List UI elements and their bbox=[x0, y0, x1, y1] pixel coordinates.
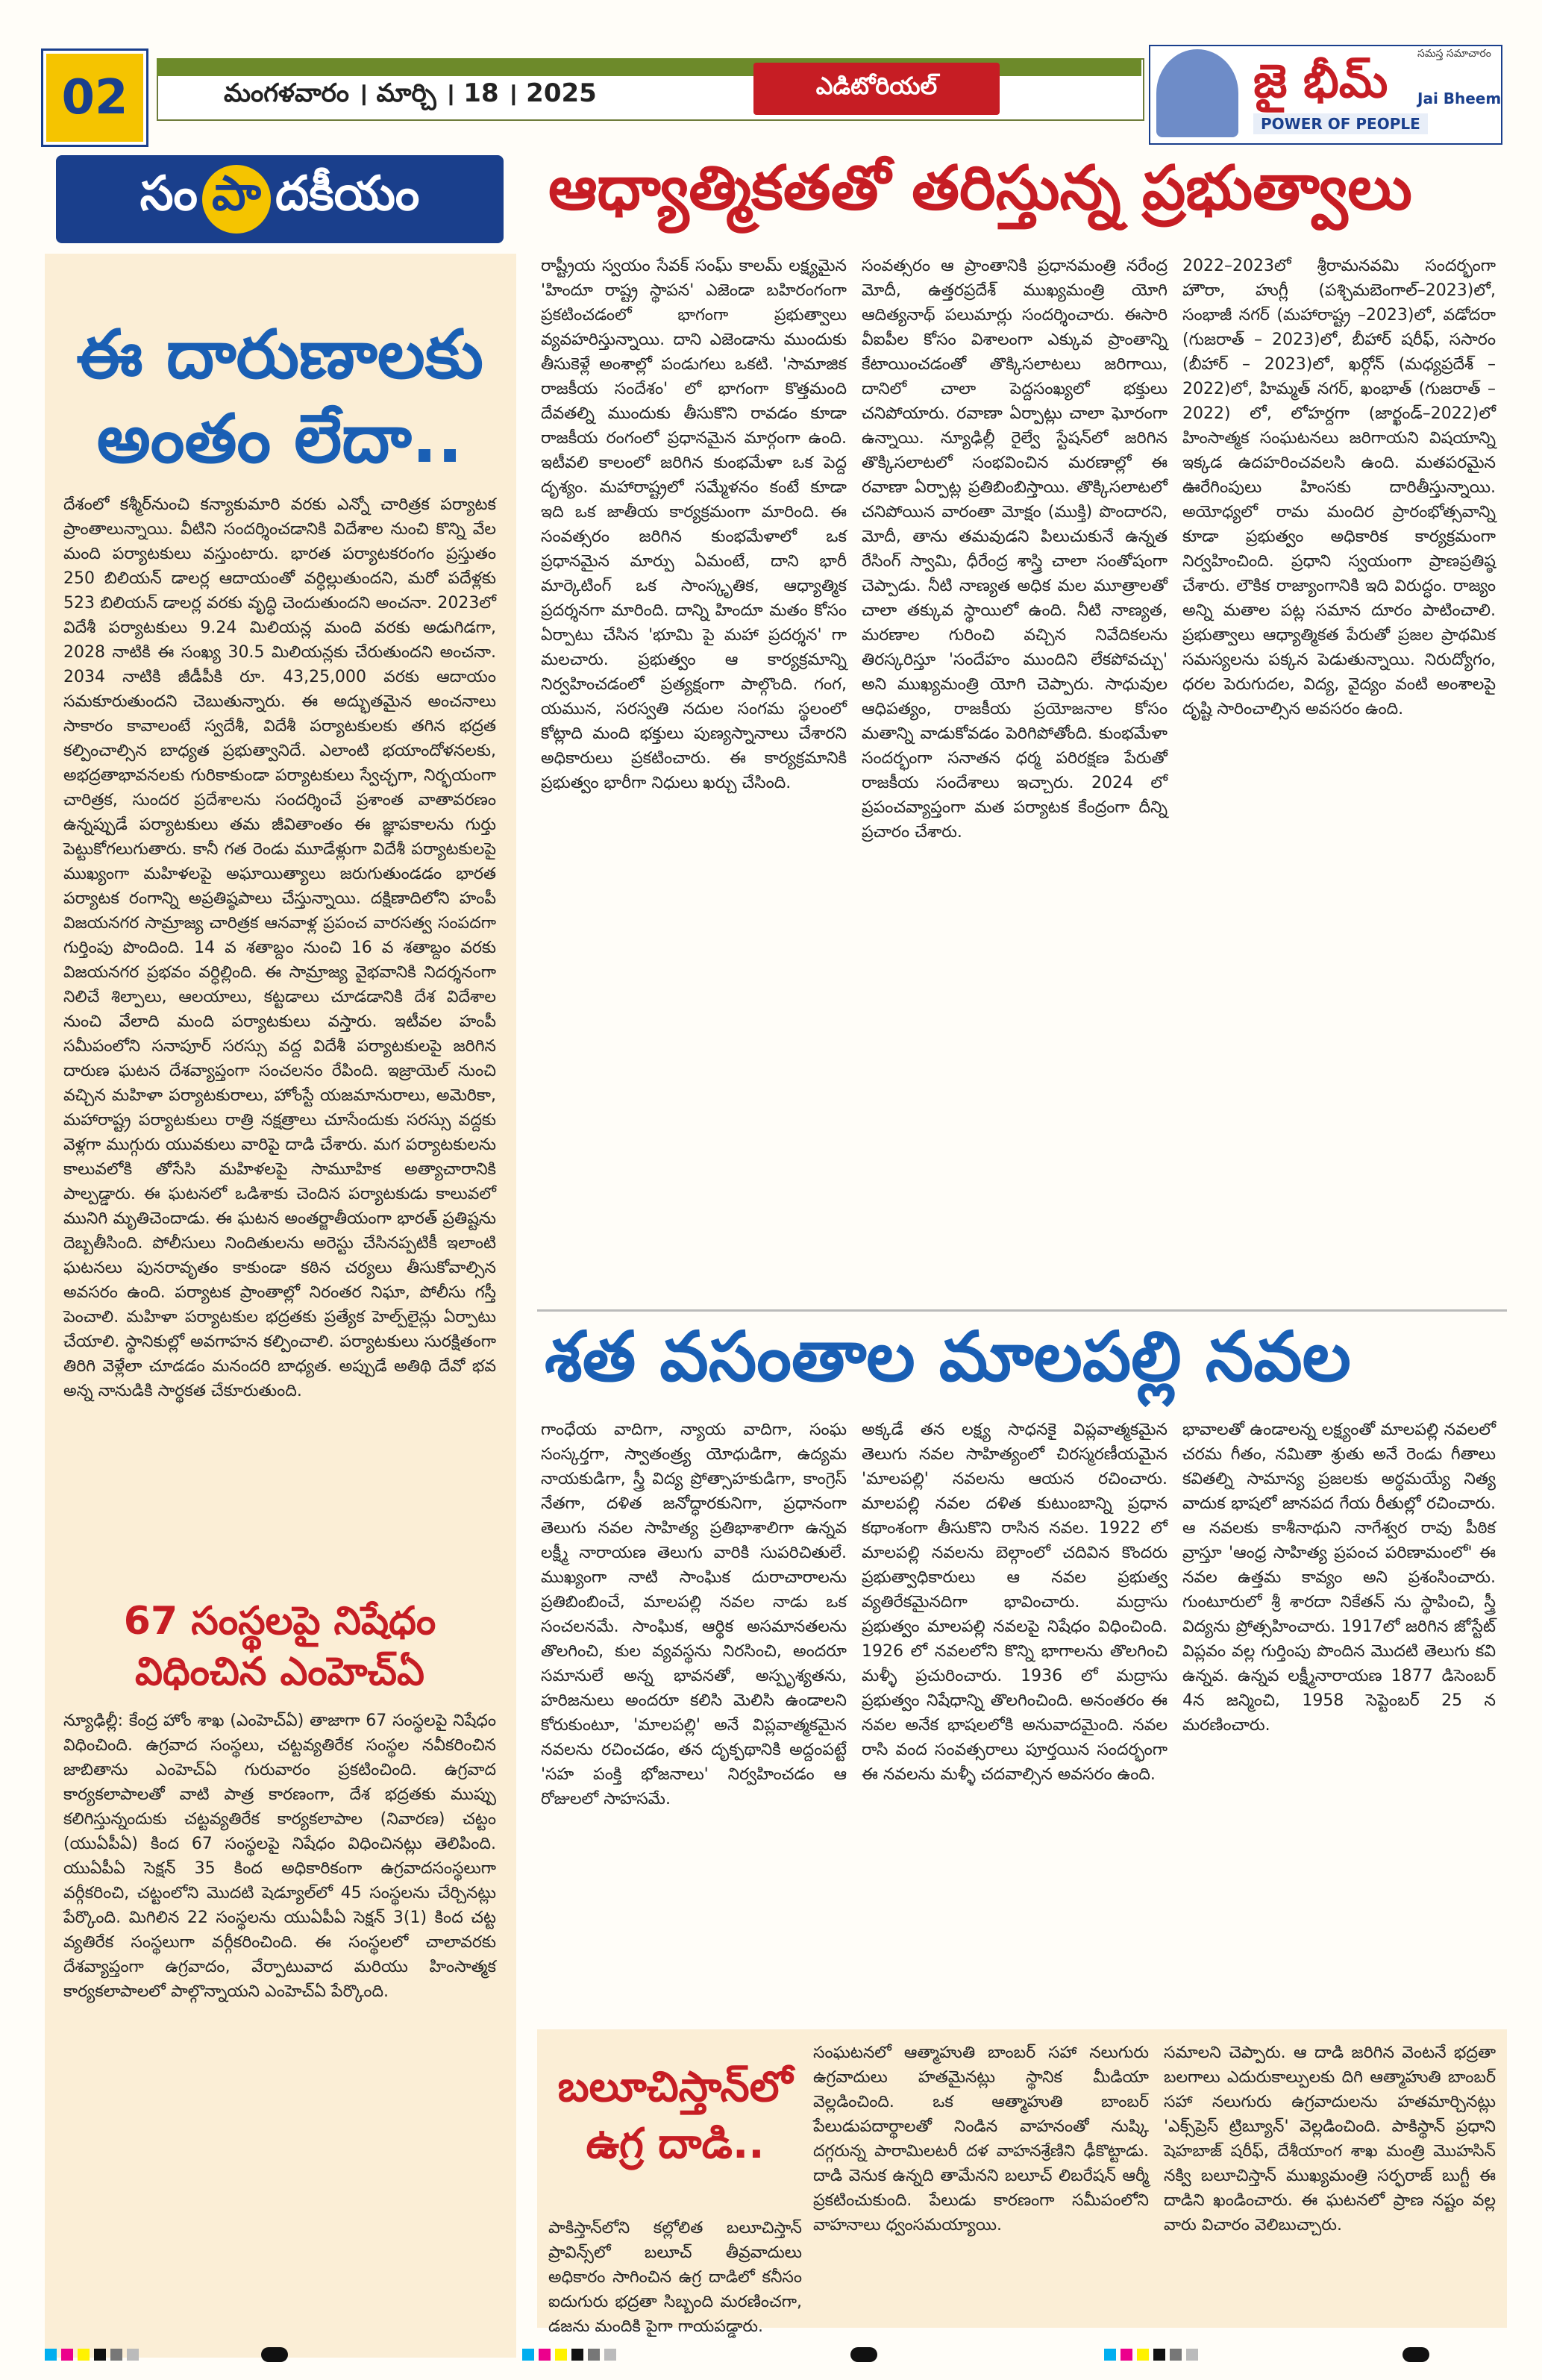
left-article-body: దేశంలో కశ్మీర్‌నుంచి కన్యాకుమారి వరకు ఎన్నో చారిత్రక పర్యాటక ప్రాంతాలున్నాయి. వీటిని సందర్శించడానికి విదేశాల నుంచి కొన్ని వేల మంది పర్యాటకులు వస్తుంటారు. భారత పర్యాటకరంగం ప్రస్తుతం 250 బిలియన్ డాలర్ల ఆదాయంతో వర్ధిల్లుతుందని, మరో పదేళ్లకు 523 బిలియన్ డాలర్ల వరకు వృద్ధి చెందుతుందని అంచనా. 2023లో విదేశీ పర్యాటకులు 9.24 మిలియన్ల మంది వరకు అడుగిడగా, 2028 నాటికి ఈ సంఖ్య 30.5 మిలియన్లకు చేరుతుందని అంచనా. 2034 నాటికి జీడీపీకి రూ. 43,25,000 వరకు ఆదాయం సమకూరుతుందని చెబుతున్నారు. ఈ అద్భుతమైన అంచనాలు సాకారం కావాలంటే స్వదేశీ, విదేశీ పర్యాటకులకు తగిన భద్రత కల్పించాల్సిన బాధ్యత ప్రభుత్వానిదే. ఎలాంటి భయాందోళనలకు, అభద్రతాభావనలకు గురికాకుండా పర్యాటకులు స్వేచ్ఛగా, నిర్భయంగా చారిత్రక, సుందర ప్రదేశాలను సందర్శించే ప్రశాంత వాతావరణం ఉన్నప్పుడే పర్యాటకులు తమ జీవితాంతం ఈ జ్ఞాపకాలను గుర్తు పెట్టుకోగలుగుతారు. కానీ గత రెండు మూడేళ్లుగా విదేశీ పర్యాటకులపై ముఖ్యంగా మహిళలపై అఘాయిత్యాలు జరుగుతుండడం భారత పర్యాటక రంగాన్ని అప్రతిష్ఠపాలు చేస్తున్నాయి. దక్షిణాదిలోని హంపీ విజయనగర సామ్రాజ్య చారిత్రక ఆనవాళ్ల ప్రపంచ వారసత్వ సంపదగా గుర్తింపు పొందింది. 14 వ శతాబ్దం నుంచి 16 వ శతాబ్దం వరకు విజయనగర ప్రభవం వర్ధిల్లింది. ఈ సామ్రాజ్య వైభవానికి నిదర్శనంగా నిలిచే శిల్పాలు, ఆలయాలు, కట్టడాలు చూడడానికి దేశ విదేశాల నుంచి వేలాది మంది పర్యాటకులు వస్తారు. ఇటీవల హంపీ సమీపంలోని సనాపూర్ సరస్సు వద్ద విదేశీ పర్యాటకులపై జరిగిన దారుణ ఘటన దేశవ్యాప్తంగా సంచలనం రేపింది. ఇజ్రాయెల్ నుంచి వచ్చిన మహిళా పర్యాటకురాలు, హోంస్టే యజమానురాలు, అమెరికా, మహారాష్ట్ర పర్యాటకులు రాత్రి నక్షత్రాలు చూసేందుకు సరస్సు వద్దకు వెళ్లగా ముగ్గురు యువకులు వారిపై దాడి చేశారు. మగ పర్యాటకులను కాలువలోకి తోసేసి మహిళలపై సామూహిక అత్యాచారానికి పాల్పడ్డారు. ఈ ఘటనలో ఒడిశాకు చెందిన పర్యాటకుడు కాలువలో మునిగి మృతిచెందాడు. ఈ ఘటన అంతర్జాతీయంగా భారత్ ప్రతిష్టను దెబ్బతీసింది. పోలీసులు నిందితులను అరెస్టు చేసినప్పటికీ ఇలాంటి ఘటనలు పునరావృతం కాకుండా కఠిన చర్యలు తీసుకోవాల్సిన అవసరం ఉంది. పర్యాటక ప్రాంతాల్లో నిరంతర నిఘా, పోలీసు గస్తీ పెంచాలి. మహిళా పర్యాటకుల భద్రతకు ప్రత్యేక హెల్ప్‌లైన్లు ఏర్పాటు చేయాలి. స్థానికుల్లో అవగాహన కల్పించాలి. పర్యాటకులు సురక్షితంగా తిరిగి వెళ్లేలా చూడడం మనందరి బాధ్యత. అప్పుడే అతిథి దేవో భవ అన్న నానుడికి సార్థకత చేకూరుతుంది. bbox=[63, 495, 496, 1400]
left-headline: ఈ దారుణాలకు అంతం లేదా.. bbox=[76, 316, 483, 478]
banner-left: సం bbox=[140, 166, 198, 222]
registration-mark bbox=[261, 2347, 288, 2362]
main-headline: ఆధ్యాత్మికతతో తరిస్తున్న ప్రభుత్వాలు bbox=[548, 153, 1412, 224]
main-article-column-3: 2022–2023లో శ్రీరామనవమి సందర్భంగా హౌరా, హుగ్లీ (పశ్చిమబెంగాల్–2023)లో, సంభాజీ నగర్ (మహారాష్ట్ర –2023)లో, వడోదరా (గుజరాత్ – 2023)లో, బీహార్ షరీఫ్, ససారం (బీహార్ – 2023)లో, ఖర్గోన్ (మధ్యప్రదేశ్ –2022)లో, హిమ్మత్ నగర్, ఖంభాత్ (గుజరాత్ –2022) లో, లోహర్దగా (జార్ఖండ్–2022)లో హింసాత్మక సంఘటనలు జరిగాయని విషయాన్ని ఇక్కడ ఉదహరించవలసి ఉంది. మతపరమైన ఊరేగింపులు హింసకు దారితీస్తున్నాయి. అయోధ్యలో రామ మందిర ప్రారంభోత్సవాన్ని కూడా ప్రభుత్వం అధికారిక కార్యక్రమంగా నిర్వహించింది. ప్రధాని స్వయంగా ప్రాణప్రతిష్ఠ చేశారు. లౌకిక రాజ్యాంగానికి ఇది విరుద్ధం. రాజ్యం అన్ని మతాల పట్ల సమాన దూరం పాటించాలి. ప్రభుత్వాలు ఆధ్యాత్మికత పేరుతో ప్రజల ప్రాథమిక సమస్యలను పక్కన పెడుతున్నాయి. నిరుద్యోగం, ధరల పెరుగుదల, విద్య, వైద్యం వంటి అంశాలపై దృష్టి సారించాల్సిన అవసరం ఉంది. bbox=[1182, 257, 1496, 718]
section-label: ఎడిటోరియల్ bbox=[753, 63, 1000, 115]
third-article-intro: పాకిస్తాన్‌లోని కల్లోలిత బలూచిస్తాన్ ప్రావిన్స్‌లో బలూచ్ తీవ్రవాదులు అధికారం సాగించిన ఉగ్ర దాడిలో కనీసం ఐదుగురు భద్రతా సిబ్బంది మరణించగా, డజను మందికి పైగా గాయపడ్డారు. bbox=[548, 2219, 802, 2336]
logo-tagline: POWER OF PEOPLE bbox=[1253, 113, 1428, 134]
color-registration-marks bbox=[1104, 2349, 1198, 2361]
left-subheadline: 67 సంస్థలపై నిషేధం విధించిన ఎంహెచ్ఏ bbox=[123, 1599, 436, 1694]
banner-right: దకీయం bbox=[275, 166, 420, 222]
edition-date: మంగళవారం । మార్చి । 18 । 2025 bbox=[224, 78, 597, 108]
color-registration-marks bbox=[522, 2349, 616, 2361]
banner-mid: పా bbox=[202, 165, 271, 234]
third-headline: బలూచిస్తాన్‌లో ఉగ్ర దాడి.. bbox=[557, 2063, 793, 2168]
main-article-column-1: రాష్ట్రీయ స్వయం సేవక్ సంఘ్ కాలమ్ లక్ష్యమైన 'హిందూ రాష్ట్ర స్థాపన' ఎజెండా బహిరంగంగా ప్రకటించడంలో భాగంగా ప్రభుత్వాలు వ్యవహరిస్తున్నాయి. దాని ఎజెండాను ముందుకు తీసుకెళ్లే అంశాల్లో పండుగలు ఒకటి. 'సామాజిక రాజకీయ సందేశం' లో భాగంగా కొత్తమంది దేవతల్ని ముందుకు తీసుకొని రావడం కూడా రాజకీయ రంగంలో ప్రధానమైన మార్గంగా ఉంది. ఇటీవలి కాలంలో జరిగిన కుంభమేళా ఒక పెద్ద దృశ్యం. మహారాష్ట్రలో సమ్మేళనం కంటే కూడా ఇది ఒక జాతీయ కార్యక్రమంగా మారింది. ఈ సంవత్సరం జరిగిన కుంభమేళాలో ఒక ప్రధానమైన మార్పు ఏమంటే, దాని భారీ మార్కెటింగ్ ఒక సాంస్కృతిక, ఆధ్యాత్మిక ప్రదర్శనగా మారింది. దాన్ని హిందూ మతం కోసం ఏర్పాటు చేసిన 'భూమి పై మహా ప్రదర్శన' గా మలచారు. ప్రభుత్వం ఆ కార్యక్రమాన్ని నిర్వహించడంలో ప్రత్యక్షంగా పాల్గొంది. గంగ, యమున, సరస్వతి నదుల సంగమ స్థలంలో కోట్లాది మంది భక్తులు పుణ్యస్నానాలు చేశారని అధికారులు ప్రకటించారు. ఈ కార్యక్రమానికి ప్రభుత్వం భారీగా నిధులు ఖర్చు చేసింది. bbox=[541, 257, 847, 792]
page-number: 02 bbox=[43, 51, 146, 145]
second-headline: శత వసంతాల మాలపల్లి నవల bbox=[545, 1317, 1351, 1397]
second-article-column-2: అక్కడే తన లక్ష్య సాధనకై విప్లవాత్మకమైన తెలుగు నవల సాహిత్యంలో చిరస్మరణీయమైన 'మాలపల్లి' నవలను ఆయన రచించారు. మాలపల్లి నవల దళిత కుటుంబాన్ని ప్రధాన కథాంశంగా తీసుకొని రాసిన నవల. 1922 లో మాలపల్లి నవలను బెల్గాంలో చదివిన కొందరు ప్రభుత్వాధికారులు ఆ నవల ప్రభుత్వ వ్యతిరేకమైనదిగా భావించారు. మద్రాసు ప్రభుత్వం మాలపల్లి నవలపై నిషేధం విధించింది. 1926 లో నవలలోని కొన్ని భాగాలను తొలగించి మళ్ళీ ప్రచురించారు. 1936 లో మద్రాసు ప్రభుత్వం నిషేధాన్ని తొలగించింది. అనంతరం ఈ నవల అనేక భాషలలోకి అనువాదమైంది. నవల రాసి వంద సంవత్సరాలు పూర్తయిన సందర్భంగా ఈ నవలను మళ్ళీ చదవాల్సిన అవసరం ఉంది. bbox=[862, 1421, 1168, 1784]
registration-mark bbox=[850, 2347, 877, 2362]
second-article-column-1: గాంధేయ వాదిగా, న్యాయ వాదిగా, సంఘ సంస్కర్తగా, స్వాతంత్ర్య యోధుడిగా, ఉద్యమ నాయకుడిగా, స్త్రీ విద్య ప్రోత్సాహకుడిగా, కాంగ్రెస్ నేతగా, దళిత జనోద్ధారకునిగా, ప్రధానంగా తెలుగు నవల సాహిత్య ప్రతిభాశాలిగా ఉన్నవ లక్ష్మీ నారాయణ తెలుగు వారికి సుపరిచితులే. ముఖ్యంగా నాటి సాంఘిక దురాచారాలను ప్రతిబింబించే, మాలపల్లి నవల నాడు ఒక సంచలనమే. సాంఘిక, ఆర్థిక అసమానతలను తొలగించి, కుల వ్యవస్థను నిరసించి, అందరూ సమానులే అన్న భావనతో, అస్పృశ్యతను, హరిజనులు అందరూ కలిసి మెలిసి ఉండాలని కోరుకుంటూ, 'మాలపల్లి' అనే విప్లవాత్మకమైన నవలను రచించడం, తన దృక్పథానికి అద్దంపట్టే 'సహ పంక్తి భోజనాలు' నిర్వహించడం ఆ రోజులలో సాహసమే. bbox=[541, 1421, 847, 1809]
logo-title: జై భీమ్ bbox=[1253, 54, 1388, 108]
logo-english: Jai Bheem bbox=[1417, 90, 1502, 107]
third-article-column-2: సమాలని చెప్పారు. ఆ దాడి జరిగిన వెంటనే భద్రతా బలగాలు ఎదురుకాల్పులకు దిగి ఆత్మాహుతి బాంబర్ సహా నలుగురు ఉగ్రవాదులను హతమార్చినట్లు 'ఎక్స్‌ప్రెస్ ట్రిబ్యూన్' వెల్లడించింది. పాకిస్థాన్ ప్రధాని షెహబాజ్ షరీఫ్, దేశీయాంగ శాఖ మంత్రి మొహసిన్ నక్వి బలూచిస్తాన్ ముఖ్యమంత్రి సర్ఫరాజ్ బుగ్టీ ఈ దాడిని ఖండించారు. ఈ ఘటనలో ప్రాణ నష్టం వల్ల వారు విచారం వెలిబుచ్చారు. bbox=[1164, 2044, 1496, 2235]
section-divider bbox=[537, 1309, 1507, 1312]
portrait-icon bbox=[1156, 49, 1238, 137]
editorial-banner bbox=[56, 155, 504, 243]
second-article-column-3: భావాలతో ఉండాలన్న లక్ష్యంతో మాలపల్లి నవలలో చరమ గీతం, నమితా శ్రుతు అనే రెండు గీతాలు కవితల్ని సామాన్య ప్రజలకు అర్థమయ్యే నిత్య వాదుక భాషలో జానపద గేయ రీతుల్లో రచించారు. ఆ నవలకు కాశీనాథుని నాగేశ్వర రావు పీఠిక వ్రాస్తూ 'ఆంధ్ర సాహిత్య ప్రపంచ పరిణామంలో' ఈ నవల ఉత్తమ కావ్యం అని ప్రశంసించారు. గుంటూరులో శ్రీ శారదా నికేతన్ ను స్థాపించి, స్త్రీ విద్యను ప్రోత్సహించారు. 1917లో జరిగిన జోస్టేట్ విప్లవం వల్ల గుర్తింపు పొందిన మొదటి తెలుగు కవి ఉన్నవ. ఉన్నవ లక్ష్మీనారాయణ 1877 డిసెంబర్ 4న జన్మించి, 1958 సెప్టెంబర్ 25 న మరణించారు. bbox=[1182, 1421, 1496, 1735]
main-article-column-2: సంవత్సరం ఆ ప్రాంతానికి ప్రధానమంత్రి నరేంద్ర మోదీ, ఉత్తరప్రదేశ్ ముఖ్యమంత్రి యోగి ఆదిత్యనాథ్ పలుమార్లు సందర్శించారు. ఈసారి వీఐపీల కోసం విశాలంగా ఎక్కువ ప్రాంతాన్ని కేటాయించడంతో తొక్కిసలాటలు జరిగాయి, దానిలో చాలా పెద్దసంఖ్యలో భక్తులు చనిపోయారు. రవాణా ఏర్పాట్లు చాలా ఘోరంగా ఉన్నాయి. న్యూఢిల్లీ రైల్వే స్టేషన్‌లో జరిగిన తొక్కిసలాటలో సంభవించిన మరణాల్లో ఈ రవాణా ఏర్పాట్ల ప్రతిబింబిస్తాయి. తొక్కిసలాటలో చనిపోయిన వారంతా మోక్షం (ముక్తి) పొందారని, మోదీ, తాను తమవుడని పిలుచుకునే ఉన్నత రేసింగ్ స్వామి, ధీరేంద్ర శాస్త్రి చాలా సంతోషంగా చెప్పాడు. నీటి నాణ్యత అధిక మల మూత్రాలతో చాలా తక్కువ స్థాయిలో ఉంది. నీటి నాణ్యత, మరణాల గురించి వచ్చిన నివేదికలను తిరస్కరిస్తూ 'సందేహం ముందిని లేకపోవచ్చు' అని ముఖ్యమంత్రి యోగి చెప్పారు. సాధువుల ఆధిపత్యం, రాజకీయ ప్రయోజనాల కోసం మతాన్ని వాడుకోవడం పెరిగిపోతోంది. కుంభమేళా సందర్భంగా సనాతన ధర్మ పరిరక్షణ పేరుతో రాజకీయ సందేశాలు ఇచ్చారు. 2024 లో ప్రపంచవ్యాప్తంగా మత పర్యాటక కేంద్రంగా దీన్ని ప్రచారం చేశారు. bbox=[862, 257, 1168, 842]
registration-mark bbox=[1402, 2347, 1429, 2362]
color-registration-marks bbox=[45, 2349, 139, 2361]
logo-top-text: సమస్త సమాచారం bbox=[1417, 48, 1491, 60]
left-article-body-2: న్యూఢిల్లీ: కేంద్ర హోం శాఖ (ఎంహెచ్ఏ) తాజాగా 67 సంస్థలపై నిషేధం విధించింది. ఉగ్రవాద సంస్థలు, చట్టవ్యతిరేక సంస్థల నవీకరించిన జాబితాను ఎంహెచ్ఏ గురువారం ప్రకటించింది. ఉగ్రవాద కార్యకలాపాలతో వాటి పాత్ర కారణంగా, దేశ భద్రతకు ముప్పు కలిగిస్తున్నందుకు చట్టవ్యతిరేక కార్యకలాపాల (నివారణ) చట్టం (యుఏపీఏ) కింద 67 సంస్థలపై నిషేధం విధించినట్లు తెలిపింది. యుఏపీఏ సెక్షన్ 35 కింద అధికారికంగా ఉగ్రవాదసంస్థలుగా వర్గీకరించి, చట్టంలోని మొదటి షెడ్యూల్‌లో 45 సంస్థలను చేర్చినట్లు పేర్కొంది. మిగిలిన 22 సంస్థలను యుఏపీఏ సెక్షన్ 3(1) కింద చట్ట వ్యతిరేక సంస్థలుగా వర్గీకరించింది. ఈ సంస్థలలో చాలావరకు దేశవ్యాప్తంగా ఉగ్రవాదం, వేర్పాటువాద మరియు హింసాత్మక కార్యకలాపాలలో పాల్గొన్నాయని ఎంహెచ్ఏ పేర్కొంది. bbox=[63, 1712, 496, 2001]
third-article-column-1: సంఘటనలో ఆత్మాహుతి బాంబర్ సహా నలుగురు ఉగ్రవాదులు హతమైనట్లు స్థానిక మీడియా వెల్లడించింది. ఒక ఆత్మాహుతి బాంబర్ పేలుడుపదార్థాలతో నిండిన వాహనంతో నుష్కి దగ్గరున్న పారామిలటరీ దళ వాహనశ్రేణిని ఢీకొట్టాడు. దాడి వెనుక ఉన్నది తామేనని బలూచ్ లిబరేషన్ ఆర్మీ ప్రకటించుకుంది. పేలుడు కారణంగా సమీపంలోని వాహనాలు ధ్వంసమయ్యాయి. bbox=[813, 2044, 1149, 2235]
